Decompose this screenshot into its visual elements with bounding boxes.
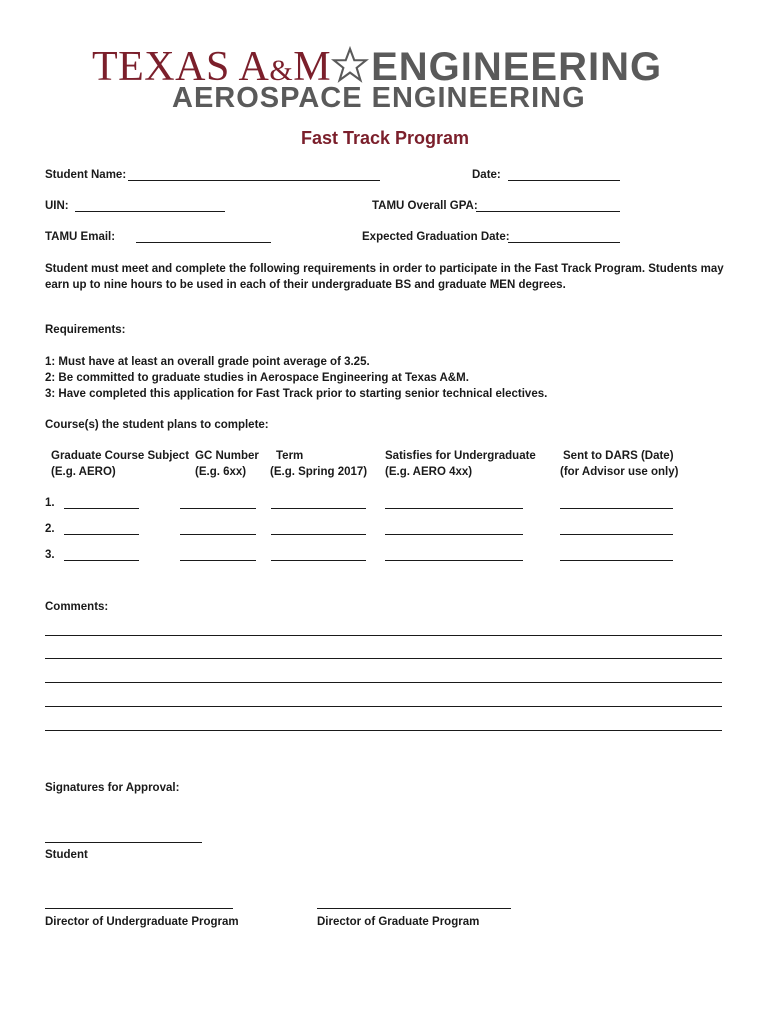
form-title: Fast Track Program xyxy=(300,128,470,148)
date-label: Date: xyxy=(472,169,501,181)
logo-engineering: ENGINEERING xyxy=(371,45,663,89)
logo-aerospace-engineering: AEROSPACE ENGINEERING xyxy=(172,82,586,114)
term-field[interactable] xyxy=(271,508,366,509)
course-row-number: 1. xyxy=(45,497,55,509)
dars-date-field[interactable] xyxy=(560,560,673,561)
student-name-field[interactable] xyxy=(128,180,380,181)
date-field[interactable] xyxy=(508,180,620,181)
satisfies-field[interactable] xyxy=(385,560,523,561)
term-field[interactable] xyxy=(271,560,366,561)
lone-star-icon xyxy=(331,44,369,86)
email-field[interactable] xyxy=(136,242,271,243)
satisfies-field[interactable] xyxy=(385,534,523,535)
column-header-course-subject: Graduate Course Subject (E.g. AERO) xyxy=(51,450,190,478)
course-row-number: 2. xyxy=(45,523,55,535)
graduation-date-field[interactable] xyxy=(508,242,620,243)
student-name-label: Student Name: xyxy=(45,169,127,181)
column-header-gc-number: GC Number (E.g. 6xx) xyxy=(195,450,259,478)
graduation-date-label: Expected Graduation Date: xyxy=(362,231,510,243)
column-header-term: Term (E.g. Spring 2017) xyxy=(270,450,368,478)
uin-label: UIN: xyxy=(45,200,69,212)
gpa-label: TAMU Overall GPA: xyxy=(372,200,478,212)
comment-line[interactable] xyxy=(45,730,722,731)
logo-texas-am: TEXAS A&M xyxy=(92,44,332,90)
satisfies-field[interactable] xyxy=(385,508,523,509)
column-header-sent-to-dars: Sent to DARS (Date) (for Advisor use only) xyxy=(560,450,679,478)
course-subject-field[interactable] xyxy=(64,560,139,561)
requirement-item: 2: Be committed to graduate studies in Aerospace Engineering at Texas A&M. xyxy=(45,372,469,384)
courses-heading: Course(s) the student plans to complete: xyxy=(45,419,269,431)
gc-number-field[interactable] xyxy=(180,508,256,509)
comment-line[interactable] xyxy=(45,635,722,636)
grad-director-signature-line[interactable] xyxy=(317,908,511,909)
dars-date-field[interactable] xyxy=(560,508,673,509)
gpa-field[interactable] xyxy=(476,211,620,212)
requirements-heading: Requirements: xyxy=(45,324,126,336)
dars-date-field[interactable] xyxy=(560,534,673,535)
comments-label: Comments: xyxy=(45,601,109,613)
requirement-item: 3: Have completed this application for Fast Track prior to starting senior technical electives. xyxy=(45,388,548,400)
signatures-heading: Signatures for Approval: xyxy=(45,782,180,794)
uin-field[interactable] xyxy=(75,211,225,212)
student-signature-label: Student xyxy=(45,849,88,861)
course-subject-field[interactable] xyxy=(64,534,139,535)
term-field[interactable] xyxy=(271,534,366,535)
student-signature-line[interactable] xyxy=(45,842,202,843)
grad-director-label: Director of Graduate Program xyxy=(317,916,480,928)
course-subject-field[interactable] xyxy=(64,508,139,509)
intro-paragraph: Student must meet and complete the following requirements in order to participate in the Fast Track Program. Students may earn up to nine hours to be used in each of their undergraduate BS and graduate MEN degrees. xyxy=(45,263,724,291)
course-row-number: 3. xyxy=(45,549,55,561)
gc-number-field[interactable] xyxy=(180,560,256,561)
column-header-satisfies-undergrad: Satisfies for Undergraduate (E.g. AERO 4xx) xyxy=(385,450,536,478)
gc-number-field[interactable] xyxy=(180,534,256,535)
comment-line[interactable] xyxy=(45,706,722,707)
undergrad-director-label: Director of Undergraduate Program xyxy=(45,916,239,928)
undergrad-director-signature-line[interactable] xyxy=(45,908,233,909)
email-label: TAMU Email: xyxy=(45,231,116,243)
requirement-item: 1: Must have at least an overall grade point average of 3.25. xyxy=(45,356,370,368)
comment-line[interactable] xyxy=(45,658,722,659)
comment-line[interactable] xyxy=(45,682,722,683)
